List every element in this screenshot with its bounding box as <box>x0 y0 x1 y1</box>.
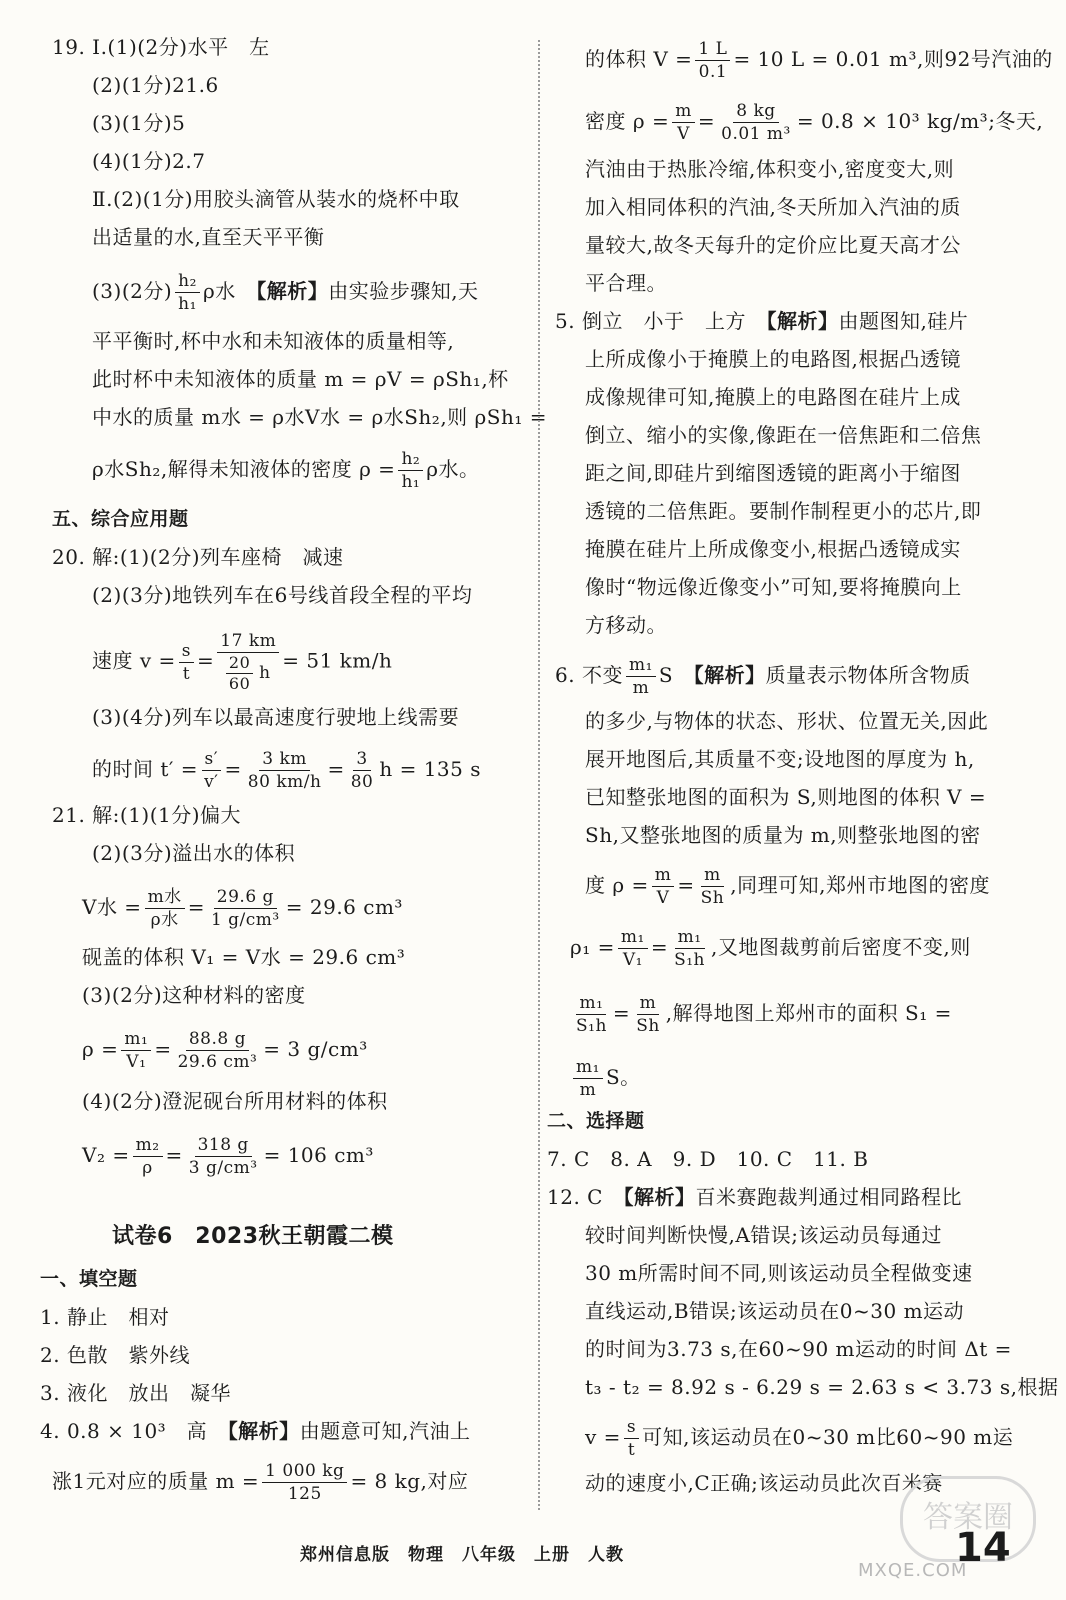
result: = 51 km/h <box>282 648 393 673</box>
analysis-text: ,又地图裁剪前后密度不变,则 <box>711 935 971 959</box>
denominator: 0.01 m³ <box>721 124 791 144</box>
equals: = <box>197 648 215 673</box>
rho-water: ρ水 <box>202 279 236 303</box>
numerator: m₁ <box>618 926 648 949</box>
analysis-text: 由题意可知,汽油上 <box>299 1419 471 1443</box>
fraction <box>121 1028 151 1073</box>
denominator: m <box>579 1080 597 1100</box>
fraction <box>618 926 648 971</box>
answer-line: 3. 液化 放出 凝华 <box>40 1381 231 1405</box>
q12-line: 的时间为3.73 s,在60~90 m运动的时间 Δt = <box>585 1337 1012 1361</box>
q21-line: (2)(3分)溢出水的体积 <box>92 841 296 865</box>
numerator: 3 km <box>259 748 310 771</box>
q6-line: $\frac{\text{m₁}}{\text{S₁h}}$ = $\frac{m}{Sh}$ ,解得地图上郑州市的面积 S₁ = <box>570 992 952 1037</box>
fraction <box>201 748 221 793</box>
q21-line: V水 = $\frac{\text{m水}}{\text{ρ水}}$ = $\frac{29.6 g}{\text{1 g/cm³}}$ = 29.6 cm³ <box>82 887 403 930</box>
numerator: h₂ <box>175 270 200 293</box>
fraction <box>175 1028 261 1073</box>
q19-line: (3)(1分)5 <box>92 111 186 135</box>
fraction <box>652 864 675 909</box>
fraction <box>186 1134 261 1179</box>
denominator: Sh <box>636 1016 660 1036</box>
q12-line <box>585 1416 1013 1461</box>
answer-text: 12. C <box>547 1185 603 1209</box>
formula-text: 涨1元对应的质量 m = <box>52 1469 260 1493</box>
denominator: V <box>656 888 670 908</box>
q20-line <box>92 630 392 694</box>
watermark-logo: 答案圈 <box>900 1476 1036 1562</box>
q12-line: 较时间判断快慢,A错误;该运动员每通过 <box>585 1223 943 1247</box>
numerator: m <box>637 992 660 1015</box>
denominator: Sh <box>700 888 725 908</box>
page-number: 14 <box>955 1525 1011 1571</box>
numerator: 8 kg <box>733 100 778 123</box>
q21-line: (3)(2分)这种材料的密度 <box>82 983 306 1007</box>
q12-line: t₃ - t₂ = 8.92 s - 6.29 s = 2.63 s < 3.73 s,根据 <box>585 1375 1059 1399</box>
analysis-text: 可知,该运动员在0~30 m比60~90 m运 <box>642 1425 1014 1449</box>
fraction <box>348 748 377 793</box>
fraction <box>133 1134 163 1179</box>
q12-line: 直线运动,B错误;该运动员在0~30 m运动 <box>585 1299 965 1323</box>
analysis-text: 百米赛跑裁判通过相同路程比 <box>695 1185 962 1209</box>
fraction <box>626 654 656 699</box>
q5-line: 方移动。 <box>585 613 667 637</box>
analysis-tag: 【解析】 <box>256 279 329 303</box>
numerator: 20 <box>226 653 253 674</box>
result: = 10 L = 0.01 m³,则92号汽油的 <box>733 47 1053 71</box>
denominator: 60 <box>228 674 251 693</box>
numerator: 17 km <box>217 630 279 653</box>
numerator: m₁ <box>573 1056 603 1079</box>
formula-text: V₂ = <box>82 1143 130 1167</box>
result: = 0.8 × 10³ kg/m³;冬天, <box>796 109 1044 133</box>
result: = 3 g/cm³ <box>263 1037 368 1061</box>
q19-line <box>92 448 479 493</box>
q6-line: 的多少,与物体的状态、形状、位置无关,因此 <box>585 709 989 733</box>
fraction <box>573 992 610 1037</box>
fraction <box>624 1416 639 1461</box>
fraction <box>633 992 663 1037</box>
numerator: h₂ <box>398 448 423 471</box>
denominator: S₁h <box>674 950 706 970</box>
q6-line: 展开地图后,其质量不变;设地图的厚度为 h, <box>585 747 975 771</box>
numerator: 88.8 g <box>186 1028 249 1051</box>
formula-text: 密度 ρ = <box>585 109 670 133</box>
result: = 8 kg,对应 <box>350 1469 469 1493</box>
q5-line: 成像规律可知,掩膜上的电路图在硅片上成 <box>585 385 961 409</box>
formula-text: 的体积 V = <box>585 47 693 71</box>
q6-line <box>555 654 971 699</box>
q12-line: 动的速度小,C正确;该运动员此次百米赛 <box>585 1471 943 1495</box>
q5-line: 倒立、缩小的实像,像距在一倍焦距和二倍焦 <box>585 423 982 447</box>
formula-text: 的时间 t′ = <box>92 757 199 781</box>
watermark-text: MXQE.COM <box>858 1560 968 1581</box>
answer-text: 5. 倒立 小于 上方 <box>555 309 746 333</box>
numerator: s <box>624 1416 639 1439</box>
q6-line <box>570 1056 641 1101</box>
answer-line <box>52 1460 468 1505</box>
numerator: m₁ <box>576 992 606 1015</box>
denominator: 29.6 cm³ <box>177 1052 258 1072</box>
q21-line: 21. 解:(1)(1分)偏大 <box>52 803 242 827</box>
analysis-text: ,同理可知,郑州市地图的密度 <box>730 873 990 897</box>
numerator: 29.6 g <box>214 886 277 909</box>
q12-line <box>547 1182 962 1212</box>
fraction <box>718 100 794 145</box>
q4-line: 平合理。 <box>585 271 667 295</box>
answer-line: 2. 色散 紫外线 <box>40 1343 190 1367</box>
choice-answers: 7. C 8. A 9. D 10. C 11. B <box>547 1147 869 1171</box>
denominator <box>223 653 274 694</box>
numerator: m₂ <box>133 1134 163 1157</box>
q4-line: 汽油由于热胀冷缩,体积变小,密度变大,则 <box>585 157 955 181</box>
fraction <box>671 926 708 971</box>
fraction <box>698 864 728 909</box>
fraction <box>672 100 695 145</box>
analysis-tag: 【解析】 <box>227 1419 300 1443</box>
denominator: 80 <box>350 772 374 792</box>
denominator: 80 km/h <box>247 772 322 792</box>
denominator: V₁ <box>622 950 643 970</box>
denominator: ρ水 <box>150 910 179 930</box>
unit: h <box>259 663 271 683</box>
formula-text: ρ水Sh₂,解得未知液体的密度 ρ = <box>92 457 396 481</box>
score-label: (3)(2分) <box>92 279 173 303</box>
formula-text: ρ = <box>82 1037 119 1061</box>
q4-line <box>585 38 1053 83</box>
paper-title: 试卷6 2023秋王朝霞二模 <box>112 1224 394 1249</box>
analysis-text: ,解得地图上郑州市的面积 S₁ = <box>665 1001 952 1025</box>
q4-line: 密度 ρ = $\frac{m}{V}$ = $\frac{8 kg}{\text{0.01 m³}}$ = 0.8 × 10³ kg/m³;冬天, <box>585 101 1044 144</box>
q20-line: (3)(4分)列车以最高速度行驶地上线需要 <box>92 705 460 729</box>
analysis-text: 质量表示物体所含物质 <box>765 663 971 687</box>
formula-text: v = <box>585 1425 621 1449</box>
fraction <box>179 640 194 685</box>
answer-line: 1. 静止 相对 <box>40 1305 170 1329</box>
formula-text: ρ水。 <box>426 457 480 481</box>
numerator: m <box>701 864 724 887</box>
answer-text: 4. 0.8 × 10³ 高 <box>40 1419 208 1443</box>
denominator: ρ <box>142 1158 153 1178</box>
result: h = 135 s <box>379 757 481 781</box>
section-heading: 五、综合应用题 <box>52 508 189 530</box>
fraction <box>208 886 283 931</box>
numerator: m₁ <box>675 926 705 949</box>
denominator: m <box>632 678 650 698</box>
q19-line <box>92 270 479 315</box>
q20-line: 的时间 t′ = $\frac{s'}{v'}$ = $\frac{3 km}{80 km/h}$ = $\frac{3}{80}$ h = 135 s <box>92 749 481 792</box>
q6-line: Sh,又整张地图的质量为 m,则整张地图的密 <box>585 823 981 847</box>
q19-line: 此时杯中未知液体的质量 m = ρV = ρSh₁,杯 <box>92 367 509 391</box>
q12-line: 30 m所需时间不同,则该运动员全程做变速 <box>585 1261 973 1285</box>
denominator: S₁h <box>576 1016 607 1036</box>
analysis-text: 由实验步骤知,天 <box>328 279 479 303</box>
fraction <box>573 1056 603 1101</box>
denominator: 3 g/cm³ <box>188 1158 258 1178</box>
denominator: 125 <box>287 1484 322 1504</box>
denominator: 1 g/cm³ <box>210 910 280 930</box>
q5-line: 透镜的二倍焦距。要制作制程更小的芯片,即 <box>585 499 982 523</box>
q21-line: (4)(2分)澄泥砚台所用材料的体积 <box>82 1089 388 1113</box>
q5-line: 像时“物远像近像变小”可知,要将掩膜向上 <box>585 575 962 599</box>
denominator: v′ <box>204 772 219 792</box>
analysis-text: 由题图知,硅片 <box>838 309 969 333</box>
numerator: m <box>652 864 675 887</box>
answer-text: 6. 不变 <box>555 663 623 687</box>
denominator: t <box>182 663 191 684</box>
numerator: 1 L <box>695 38 730 61</box>
q6-line: 度 ρ = $\frac{m}{V}$ = $\frac{m}{Sh}$ ,同理可知,郑州市地图的密度 <box>585 865 990 908</box>
fraction <box>398 448 423 493</box>
page-footer: 郑州信息版 物理 八年级 上册 人教 <box>300 1545 624 1565</box>
fraction <box>217 630 279 694</box>
analysis-tag: 【解析】 <box>623 1185 696 1209</box>
fraction <box>695 38 730 83</box>
q5-line: 距之间,即硅片到缩图透镜的距离小于缩图 <box>585 461 961 485</box>
denominator: 0.1 <box>698 62 728 82</box>
fraction <box>175 270 200 315</box>
denominator: t <box>627 1440 636 1460</box>
numerator: m₁ <box>626 654 656 677</box>
q20-line: (2)(3分)地铁列车在6号线首段全程的平均 <box>92 583 473 607</box>
formula-text: 度 ρ = <box>585 873 649 897</box>
denominator: h₁ <box>401 472 421 492</box>
q19-line: 19. Ⅰ.(1)(2分)水平 左 <box>52 35 270 59</box>
fraction <box>262 1460 347 1505</box>
section-heading: 一、填空题 <box>40 1268 138 1290</box>
q19-line: (4)(1分)2.7 <box>92 149 206 173</box>
numerator: s′ <box>202 748 222 771</box>
fraction <box>145 886 185 931</box>
result: = 106 cm³ <box>263 1143 374 1167</box>
denominator: V <box>677 124 690 144</box>
section-heading: 二、选择题 <box>547 1110 645 1132</box>
numerator: 318 g <box>195 1134 252 1157</box>
numerator: s <box>179 640 194 663</box>
formula-text: V水 = <box>82 895 142 919</box>
q19-line: (2)(1分)21.6 <box>92 73 219 97</box>
q4-line: 量较大,故冬天每升的定价应比夏天高才公 <box>585 233 961 257</box>
answer-text: S <box>658 663 674 687</box>
numerator: m <box>672 100 695 123</box>
q5-line <box>555 306 968 336</box>
q4-line: 加入相同体积的汽油,冬天所加入汽油的质 <box>585 195 961 219</box>
denominator: h₁ <box>178 294 197 314</box>
formula-text: 速度 v = <box>92 648 176 673</box>
formula-text: ρ₁ = <box>570 935 615 959</box>
q5-line: 掩膜在硅片上所成像变小,根据凸透镜成实 <box>585 537 961 561</box>
analysis-tag: 【解析】 <box>766 309 839 333</box>
analysis-tag: 【解析】 <box>693 663 766 687</box>
q20-line: 20. 解:(1)(2分)列车座椅 减速 <box>52 545 344 569</box>
numerator: m₁ <box>121 1028 151 1051</box>
q19-line: 出适量的水,直至天平平衡 <box>92 225 325 249</box>
result: = 29.6 cm³ <box>285 895 403 919</box>
q19-line: 中水的质量 m水 = ρ水V水 = ρ水Sh₂,则 ρSh₁ = <box>92 405 548 429</box>
q19-line: Ⅱ.(2)(1分)用胶头滴管从装水的烧杯中取 <box>92 187 460 211</box>
answer-line <box>40 1416 471 1446</box>
numerator: m水 <box>145 886 185 909</box>
numerator: 3 <box>353 748 370 771</box>
fraction <box>245 748 325 793</box>
q21-line: ρ = $\frac{\text{m₁}}{\text{V₁}}$ = $\frac{88.8 g}{\text{29.6 cm³}}$ = 3 g/cm³ <box>82 1029 368 1072</box>
column-divider <box>538 40 540 1510</box>
analysis-text: S。 <box>605 1065 641 1089</box>
q6-line: 已知整张地图的面积为 S,则地图的体积 V = <box>585 785 987 809</box>
denominator: V₁ <box>126 1052 147 1072</box>
q19-line: 平平衡时,杯中水和未知液体的质量相等, <box>92 329 455 353</box>
q21-line: 砚盖的体积 V₁ = V水 = 29.6 cm³ <box>82 945 406 969</box>
numerator: 1 000 kg <box>262 1460 347 1483</box>
q5-line: 上所成像小于掩膜上的电路图,根据凸透镜 <box>585 347 961 371</box>
q6-line: ρ₁ = $\frac{\text{m₁}}{\text{V₁}}$ = $\frac{\text{m₁}}{\text{S₁h}}$ ,又地图裁剪前后密度不变,则 <box>570 927 971 970</box>
q21-line: V₂ = $\frac{\text{m₂}}{\rho}$ = $\frac{318 g}{\text{3 g/cm³}}$ = 106 cm³ <box>82 1135 374 1178</box>
